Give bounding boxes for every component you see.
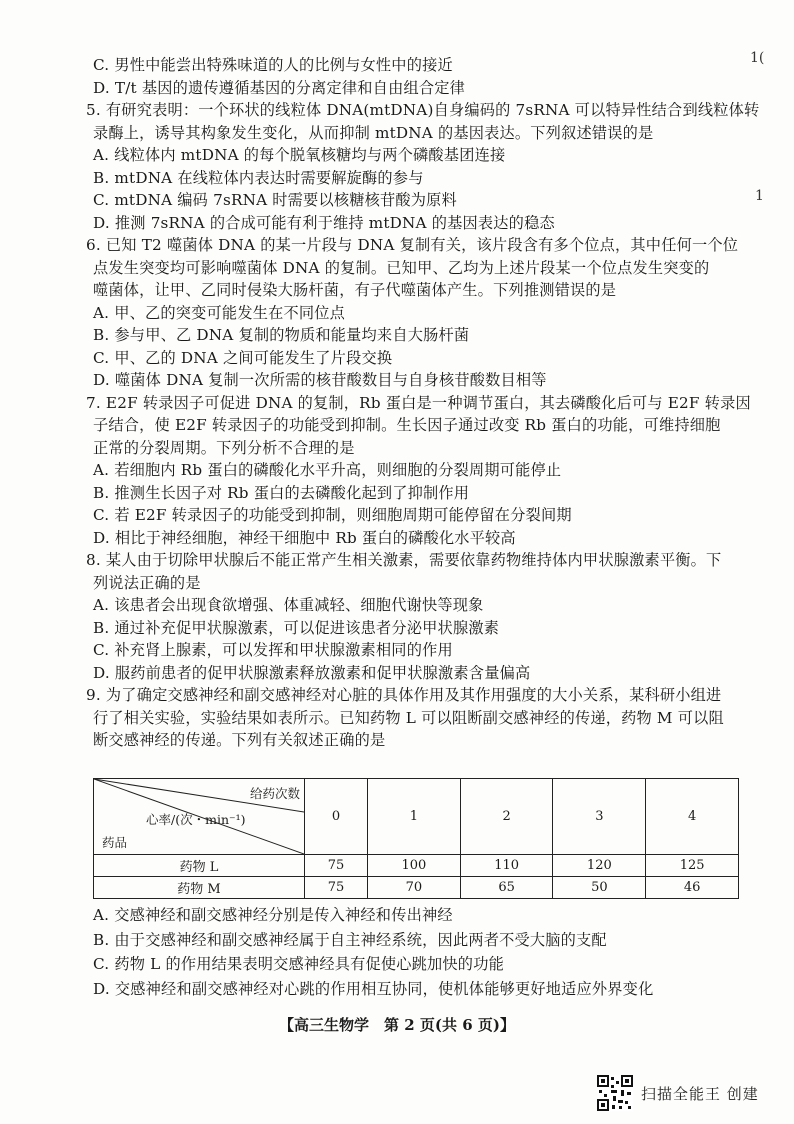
- answer-option: B. mtDNA 在线粒体内表达时需要解旋酶的参与: [93, 168, 424, 187]
- answer-option: B. 推测生长因子对 Rb 蛋白的去磷酸化起到了抑制作用: [93, 483, 470, 502]
- heart-rate-table: [93, 778, 739, 899]
- table-header-diagonal-cell: [94, 779, 305, 855]
- answer-option: C. 若 E2F 转录因子的功能受到抑制，则细胞周期可能停留在分裂间期: [93, 506, 572, 524]
- scanner-watermark-text: 扫描全能王 创建: [641, 1084, 759, 1103]
- column-header: 3: [553, 779, 646, 855]
- question-stem: 6. 已知 T2 噬菌体 DNA 的某一片段与 DNA 复制有关，该片段含有多个位点，其中任何一个位: [86, 236, 739, 254]
- column-header: 0: [305, 779, 368, 855]
- answer-option: D. 推测 7sRNA 的合成可能有利于维持 mtDNA 的基因表达的稳态: [93, 213, 555, 232]
- table-cell: 75: [305, 877, 368, 899]
- answer-option: B. 参与甲、乙 DNA 复制的物质和能量均来自大肠杆菌: [93, 326, 470, 344]
- answer-option: C. 甲、乙的 DNA 之间可能发生了片段交换: [93, 348, 393, 367]
- question-stem-continuation: 行了相关实验，实验结果如表所示。已知药物 L 可以阻断副交感神经的传递，药物 M 可以阻: [93, 708, 724, 727]
- table-cell: 100: [368, 855, 461, 877]
- question-stem-continuation: 列说法正确的是: [93, 573, 201, 592]
- answer-option: A. 甲、乙的突变可能发生在不同位点: [93, 303, 346, 322]
- answer-option: D. 服药前患者的促甲状腺激素释放激素和促甲状腺激素含量偏高: [93, 663, 531, 682]
- page-footer: 【高三生物学 第 2 页(共 6 页)】: [279, 1016, 515, 1034]
- answer-option: D. 相比于神经细胞，神经干细胞中 Rb 蛋白的磷酸化水平较高: [93, 528, 516, 547]
- answer-option: D. 噬菌体 DNA 复制一次所需的核苷酸数目与自身核苷酸数目相等: [93, 371, 547, 389]
- question-stem: 5. 有研究表明：一个环状的线粒体 DNA(mtDNA)自身编码的 7sRNA 可以特异性结合到线粒体转: [86, 101, 760, 119]
- table-cell: 70: [368, 877, 461, 899]
- column-header: 2: [460, 779, 553, 855]
- answer-option: D. T/t 基因的遗传遵循基因的分离定律和自由组合定律: [93, 78, 466, 97]
- answer-option: A. 交感神经和副交感神经分别是传入神经和传出神经: [93, 906, 453, 924]
- table-cell: 110: [460, 855, 553, 877]
- header-label-heart-rate: 心率/(次・min⁻¹): [146, 812, 246, 827]
- table-cell: 65: [460, 877, 553, 899]
- answer-option: A. 若细胞内 Rb 蛋白的磷酸化水平升高，则细胞的分裂周期可能停止: [93, 461, 562, 479]
- answer-option: B. 通过补充促甲状腺激素，可以促进该患者分泌甲状腺激素: [93, 618, 500, 637]
- table-cell: 46: [646, 877, 739, 899]
- question-stem: 8. 某人由于切除甲状腺后不能正常产生相关激素，需要依靠药物维持体内甲状腺激素平衡。下: [86, 551, 722, 569]
- answer-option: C. 药物 L 的作用结果表明交感神经具有促使心跳加快的功能: [93, 955, 504, 973]
- answer-option: D. 交感神经和副交感神经对心跳的作用相互协同，使机体能够更好地适应外界变化: [93, 979, 654, 998]
- table-row: [94, 877, 739, 899]
- answer-option: C. 男性中能尝出特殊味道的人的比例与女性中的接近: [93, 56, 453, 74]
- question-stem-continuation: 噬菌体，让甲、乙同时侵染大肠杆菌，有子代噬菌体产生。下列推测错误的是: [93, 281, 617, 299]
- header-label-drug: 药品: [102, 835, 128, 850]
- header-label-dose-count: 给药次数: [249, 786, 300, 801]
- qr-code-icon: [597, 1075, 633, 1111]
- answer-option: C. mtDNA 编码 7sRNA 时需要以核糖核苷酸为原料: [93, 191, 457, 209]
- question-stem-continuation: 子结合，使 E2F 转录因子的功能受到抑制。生长因子通过改变 Rb 蛋白的功能，可维持细胞: [93, 416, 721, 434]
- row-label: 药物 M: [94, 877, 305, 899]
- question-stem: 9. 为了确定交感神经和副交感神经对心脏的具体作用及其作用强度的大小关系，某科研小组进: [86, 686, 722, 704]
- margin-mark-top: 1(: [750, 50, 765, 66]
- question-stem-continuation: 录酶上，诱导其构象发生变化，从而抑制 mtDNA 的基因表达。下列叙述错误的是: [93, 123, 654, 142]
- answer-option: C. 补充肾上腺素，可以发挥和甲状腺激素相同的作用: [93, 641, 453, 659]
- table-cell: 120: [553, 855, 646, 877]
- column-header: 1: [368, 779, 461, 855]
- scanner-watermark: [597, 1075, 759, 1111]
- question-stem-continuation: 断交感神经的传递。下列有关叙述正确的是: [93, 731, 386, 749]
- column-header: 4: [646, 779, 739, 855]
- row-label: 药物 L: [94, 855, 305, 877]
- question-stem: 7. E2F 转录因子可促进 DNA 的复制，Rb 蛋白是一种调节蛋白，其去磷酸化后可与 E2F 转录因: [86, 393, 751, 412]
- margin-mark-middle: 1: [755, 188, 764, 204]
- table-cell: 125: [646, 855, 739, 877]
- question-stem-continuation: 正常的分裂周期。下列分析不合理的是: [93, 438, 355, 457]
- answer-option: B. 由于交感神经和副交感神经属于自主神经系统，因此两者不受大脑的支配: [93, 930, 607, 949]
- answer-option: A. 该患者会出现食欲增强、体重减轻、细胞代谢快等现象: [93, 596, 484, 614]
- table-row: [94, 855, 739, 877]
- answer-option: A. 线粒体内 mtDNA 的每个脱氧核糖均与两个磷酸基团连接: [93, 146, 506, 164]
- question-stem-continuation: 点发生突变均可影响噬菌体 DNA 的复制。已知甲、乙均为上述片段某一个位点发生突变的: [93, 258, 710, 277]
- table-cell: 75: [305, 855, 368, 877]
- table-cell: 50: [553, 877, 646, 899]
